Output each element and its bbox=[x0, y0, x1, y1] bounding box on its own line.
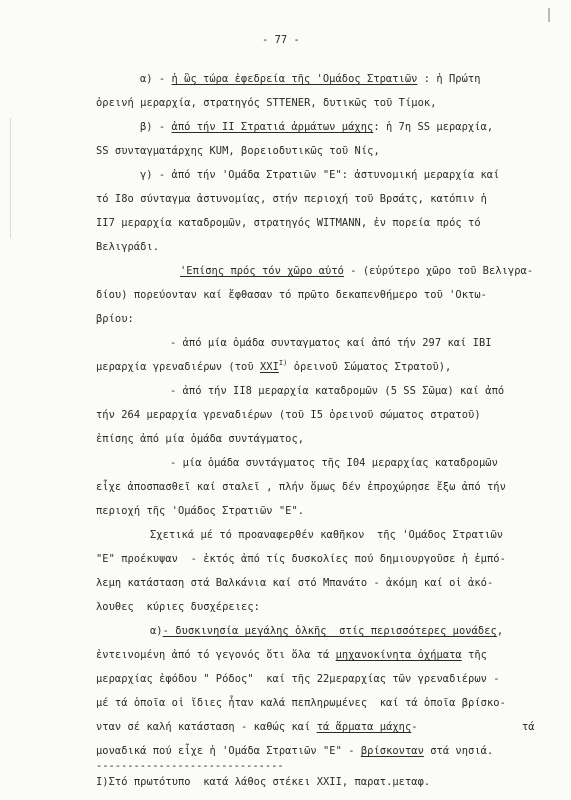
text-segment: τῆς bbox=[461, 649, 487, 661]
text-segment: - μία ὁμάδα συντάγματος τῆς Ι04 μεραρχίας καταδρομῶν bbox=[170, 457, 498, 469]
scan-mark bbox=[10, 118, 11, 238]
text-segment: β) - bbox=[140, 121, 172, 133]
text-line-27 bbox=[96, 697, 506, 710]
text-line-16 bbox=[96, 433, 304, 446]
text-segment: α) bbox=[150, 625, 163, 637]
text-line-22 bbox=[96, 577, 493, 590]
text-line-12 bbox=[170, 337, 492, 350]
text-line-17 bbox=[170, 457, 498, 470]
text-segment: μεραρχίας ἐφόδου " Ρόδος" καί τῆς 22μεραρχίας τῶν γρεναδιέρων - bbox=[96, 673, 500, 685]
text-line-1 bbox=[140, 73, 481, 86]
text-segment: SS συνταγματάρχης KUM, βορειοδυτικῶς τοῦ Νίς, bbox=[96, 145, 380, 157]
footnote: Ι)Στό πρωτότυπο κατά λάθος στέκει XXII, παρατ.μεταφ. bbox=[96, 776, 431, 788]
underlined-text: 'Επίσης πρός τόν χῶρο αὐτό bbox=[180, 265, 344, 277]
footnote-separator: ------------------------------ bbox=[96, 760, 284, 772]
text-segment: λεμη κατάσταση στά Βαλκάνια καί στό Μπανάτο - ἀκόμη καί οἱ ἀκό- bbox=[96, 577, 494, 589]
text-segment: ὀρεινή μεραρχία, στρατηγός STTENER, δυτικῶς τοῦ Τίμοκ, bbox=[96, 97, 437, 109]
text-segment: : ἡ Πρώτη bbox=[417, 73, 481, 85]
text-line-26 bbox=[96, 673, 500, 686]
text-line-24 bbox=[150, 625, 503, 638]
superscript-text: I) bbox=[278, 359, 288, 367]
text-line-9 bbox=[180, 265, 533, 278]
text-line-8 bbox=[96, 241, 159, 254]
text-line-6 bbox=[96, 193, 487, 206]
text-segment: ἐντεινομένη ἀπό τό γεγονός ὅτι ὅλα τά bbox=[96, 649, 336, 661]
text-line-20 bbox=[150, 529, 503, 542]
text-segment: , bbox=[496, 625, 504, 637]
text-line-18 bbox=[96, 481, 506, 494]
text-line-29 bbox=[96, 745, 493, 758]
text-segment: λουθες κύριες δυσχέρειες: bbox=[96, 601, 260, 613]
text-line-19 bbox=[96, 505, 304, 518]
text-segment: τά bbox=[522, 721, 535, 733]
text-segment: νταν σέ καλή κατάσταση - καθώς καί bbox=[96, 721, 317, 733]
text-segment: τό Ι8ο σύνταγμα ἀστυνομίας, στήν περιοχή τοῦ Βρσάτς, κατόπιν ἡ bbox=[96, 193, 487, 205]
text-segment: δίου) πορεύονταν καί ἔφθασαν τό πρῶτο δεκαπενθήμερο τοῦ 'Οκτω- bbox=[96, 289, 487, 301]
text-line-2 bbox=[96, 97, 437, 110]
text-segment: μοναδικά πού εἶχε ἡ 'Ομάδα Στρατιῶν "Ε" - bbox=[96, 745, 361, 757]
underlined-text: τά ἅρματα μάχης bbox=[316, 721, 412, 733]
text-line-28-end bbox=[522, 721, 535, 734]
text-segment: εἶχε ἀποσπασθεῖ καί σταλεῖ , πλήν ὅμως δέν ἐπροχώρησε ἔξω ἀπό τήν bbox=[96, 481, 506, 493]
text-line-7 bbox=[96, 217, 481, 230]
underlined-text: βρίσκονταν bbox=[360, 745, 424, 757]
page-number: - 77 - bbox=[262, 34, 300, 46]
text-segment: Σχετικά μέ τό προαναφερθέν καθῆκον τῆς 'Ομάδος Στρατιῶν bbox=[150, 529, 504, 541]
text-line-21 bbox=[96, 553, 506, 566]
text-line-4 bbox=[96, 145, 380, 158]
text-segment: Βελιγράδι. bbox=[96, 241, 160, 253]
underlined-text: XXI bbox=[259, 361, 279, 373]
text-line-28 bbox=[96, 721, 418, 734]
text-line-14 bbox=[170, 385, 504, 398]
text-segment: α) - bbox=[140, 73, 172, 85]
text-segment: : ἡ 7η SS μεραρχία, bbox=[373, 121, 494, 133]
text-segment: - ἀπό μία ὁμάδα συνταγματος καί ἀπό τήν 297 καί ΙΒΙ bbox=[170, 337, 492, 349]
text-segment: τήν 264 μεραρχία γρεναδιέρων (τοῦ Ι5 ὀρεινοῦ σώματος στρατοῦ) bbox=[96, 409, 481, 421]
text-segment: ἐπίσης ἀπό μία ὁμάδα συντάγματος, bbox=[96, 433, 305, 445]
text-segment: - (εὐρύτερο χῶρο τοῦ Βελιγρα- bbox=[343, 265, 534, 277]
text-line-3 bbox=[140, 121, 493, 134]
text-segment: "Ε" προέκυψαν - ἐκτός ἀπό τίς δυσκολίες πού δημιουργοῦσε ἡ ἐμπό- bbox=[96, 553, 506, 565]
underlined-text: ἀπό τήν ΙΙ Στρατιά ἀρμάτων μάχης bbox=[171, 121, 374, 133]
underlined-text: μηχανοκίνητα ὀχήματα bbox=[335, 649, 462, 661]
text-line-23 bbox=[96, 601, 260, 614]
text-line-10 bbox=[96, 289, 487, 302]
text-segment: γ) - ἀπό τήν 'Ομάδα Στρατιῶν "Ε": ἀστυνομική μεραρχία καί bbox=[140, 169, 500, 181]
text-segment: ὀρεινοῦ Σώματος Στρατοῦ), bbox=[287, 361, 452, 373]
text-segment: - ἀπό τήν ΙΙ8 μεραρχία καταδρομῶν (5 SS Σῶμα) καί ἀπό bbox=[170, 385, 505, 397]
scan-mark bbox=[548, 8, 550, 22]
text-segment: μεραρχία γρεναδιέρων (τοῦ bbox=[96, 361, 260, 373]
underlined-text: - δυσκινησία μεγάλης ὁλκῆς στίς περισσότερες μονάδες bbox=[162, 625, 497, 637]
text-line-11 bbox=[96, 313, 134, 326]
text-line-5 bbox=[140, 169, 499, 182]
text-line-13 bbox=[96, 361, 451, 374]
text-segment: στά νησιά. bbox=[423, 745, 494, 757]
underlined-text: ἡ ὣς τώρα ἐφεδρεία τῆς 'Ομάδος Στρατιῶν bbox=[171, 73, 418, 85]
text-line-15 bbox=[96, 409, 481, 422]
text-segment: βρίου: bbox=[96, 313, 134, 325]
text-segment: περιοχή τῆς 'Ομάδος Στρατιῶν "Ε". bbox=[96, 505, 305, 517]
text-segment: μέ τά ὁποῖα οἱ ἴδιες ἦταν καλά πεπληρωμένες καί τά ὁποῖα βρίσκο- bbox=[96, 697, 506, 709]
text-line-25 bbox=[96, 649, 487, 662]
text-segment: - bbox=[411, 721, 418, 733]
text-segment: ΙΙ7 μεραρχία καταδρομῶν, στρατηγός WITMANN, ἐν πορεία πρός τό bbox=[96, 217, 481, 229]
